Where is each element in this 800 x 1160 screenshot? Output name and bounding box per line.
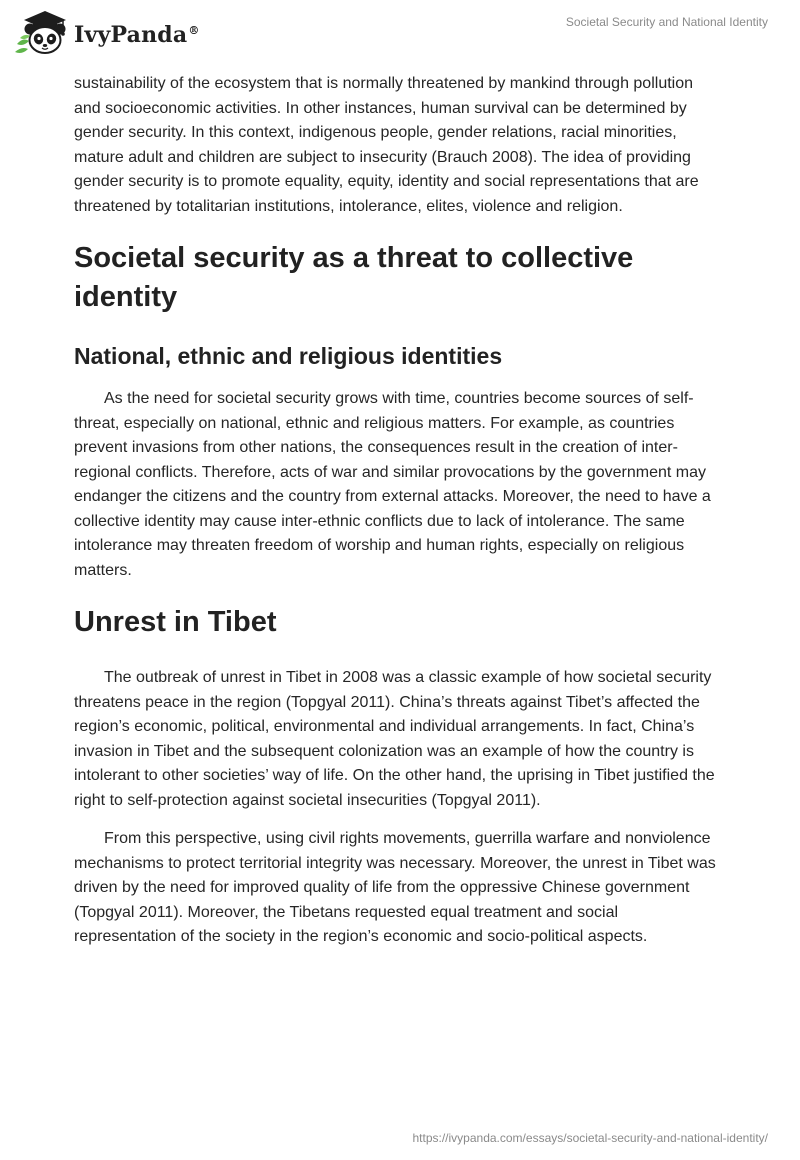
panda-graduate-icon [14,8,70,58]
paragraph-identities: As the need for societal security grows with time, countries become sources of self-threat, especially on national, ethnic and religious matters. For example, as countries prevent invasions from other nations, the consequences result in the creation of inter-regional conflicts. Therefore, acts of war and similar provocations by the government may endanger the citizens and the country from external attacks. Moreover, the need to have a collective identity may cause inter-ethnic conflicts due to lack of intolerance. The same intolerance may threaten freedom of worship and human rights, especially on religious matters. [74,390,711,579]
source-url[interactable]: https://ivypanda.com/essays/societal-security-and-national-identity/ [412,1131,768,1145]
heading-collective-identity: Societal security as a threat to collective identity [74,242,634,313]
subheading-identities: National, ethnic and religious identities [74,343,503,369]
running-title: Societal Security and National Identity [565,15,768,29]
heading-unrest-tibet: Unrest in Tibet [74,606,277,638]
registered-mark: ® [188,23,200,37]
paragraph-intro: sustainability of the ecosystem that is normally threatened by mankind through pollution and socioeconomic activities. In other instances, human survival can be determined by gender security. In this context, indigenous people, gender relations, racial minorities, mature adult and children are subject to insecurity (Brauch 2008). The idea of providing gender security is to promote equality, equity, identity and social representations that are threatened by totalitarian institutions, intolerance, elites, violence and religion. [74,75,699,215]
page-header [0,0,800,64]
ivypanda-logo[interactable] [14,8,200,58]
essay-content [74,72,724,950]
logo-wordmark: IvyPanda® [74,22,200,48]
paragraph-tibet-2: From this perspective, using civil rights movements, guerrilla warfare and nonviolence mechanisms to protect territorial integrity was necessary. Moreover, the unrest in Tibet was driven by the need for improved quality of life from the oppressive Chinese government (Topgyal 2011). Moreover, the Tibetans requested equal treatment and social representation of the society in the region’s economic and socio-political aspects. [74,830,716,945]
paragraph-tibet-1: The outbreak of unrest in Tibet in 2008 was a classic example of how societal security threatens peace in the region (Topgyal 2011). China’s threats against Tibet’s affected the region’s economic, political, environmental and individual arrangements. In fact, China’s invasion in Tibet and the subsequent colonization was an example of how the country is intolerant to other societies’ way of life. On the other hand, the uprising in Tibet justified the right to self-protection against societal insecurities (Topgyal 2011). [74,669,715,809]
